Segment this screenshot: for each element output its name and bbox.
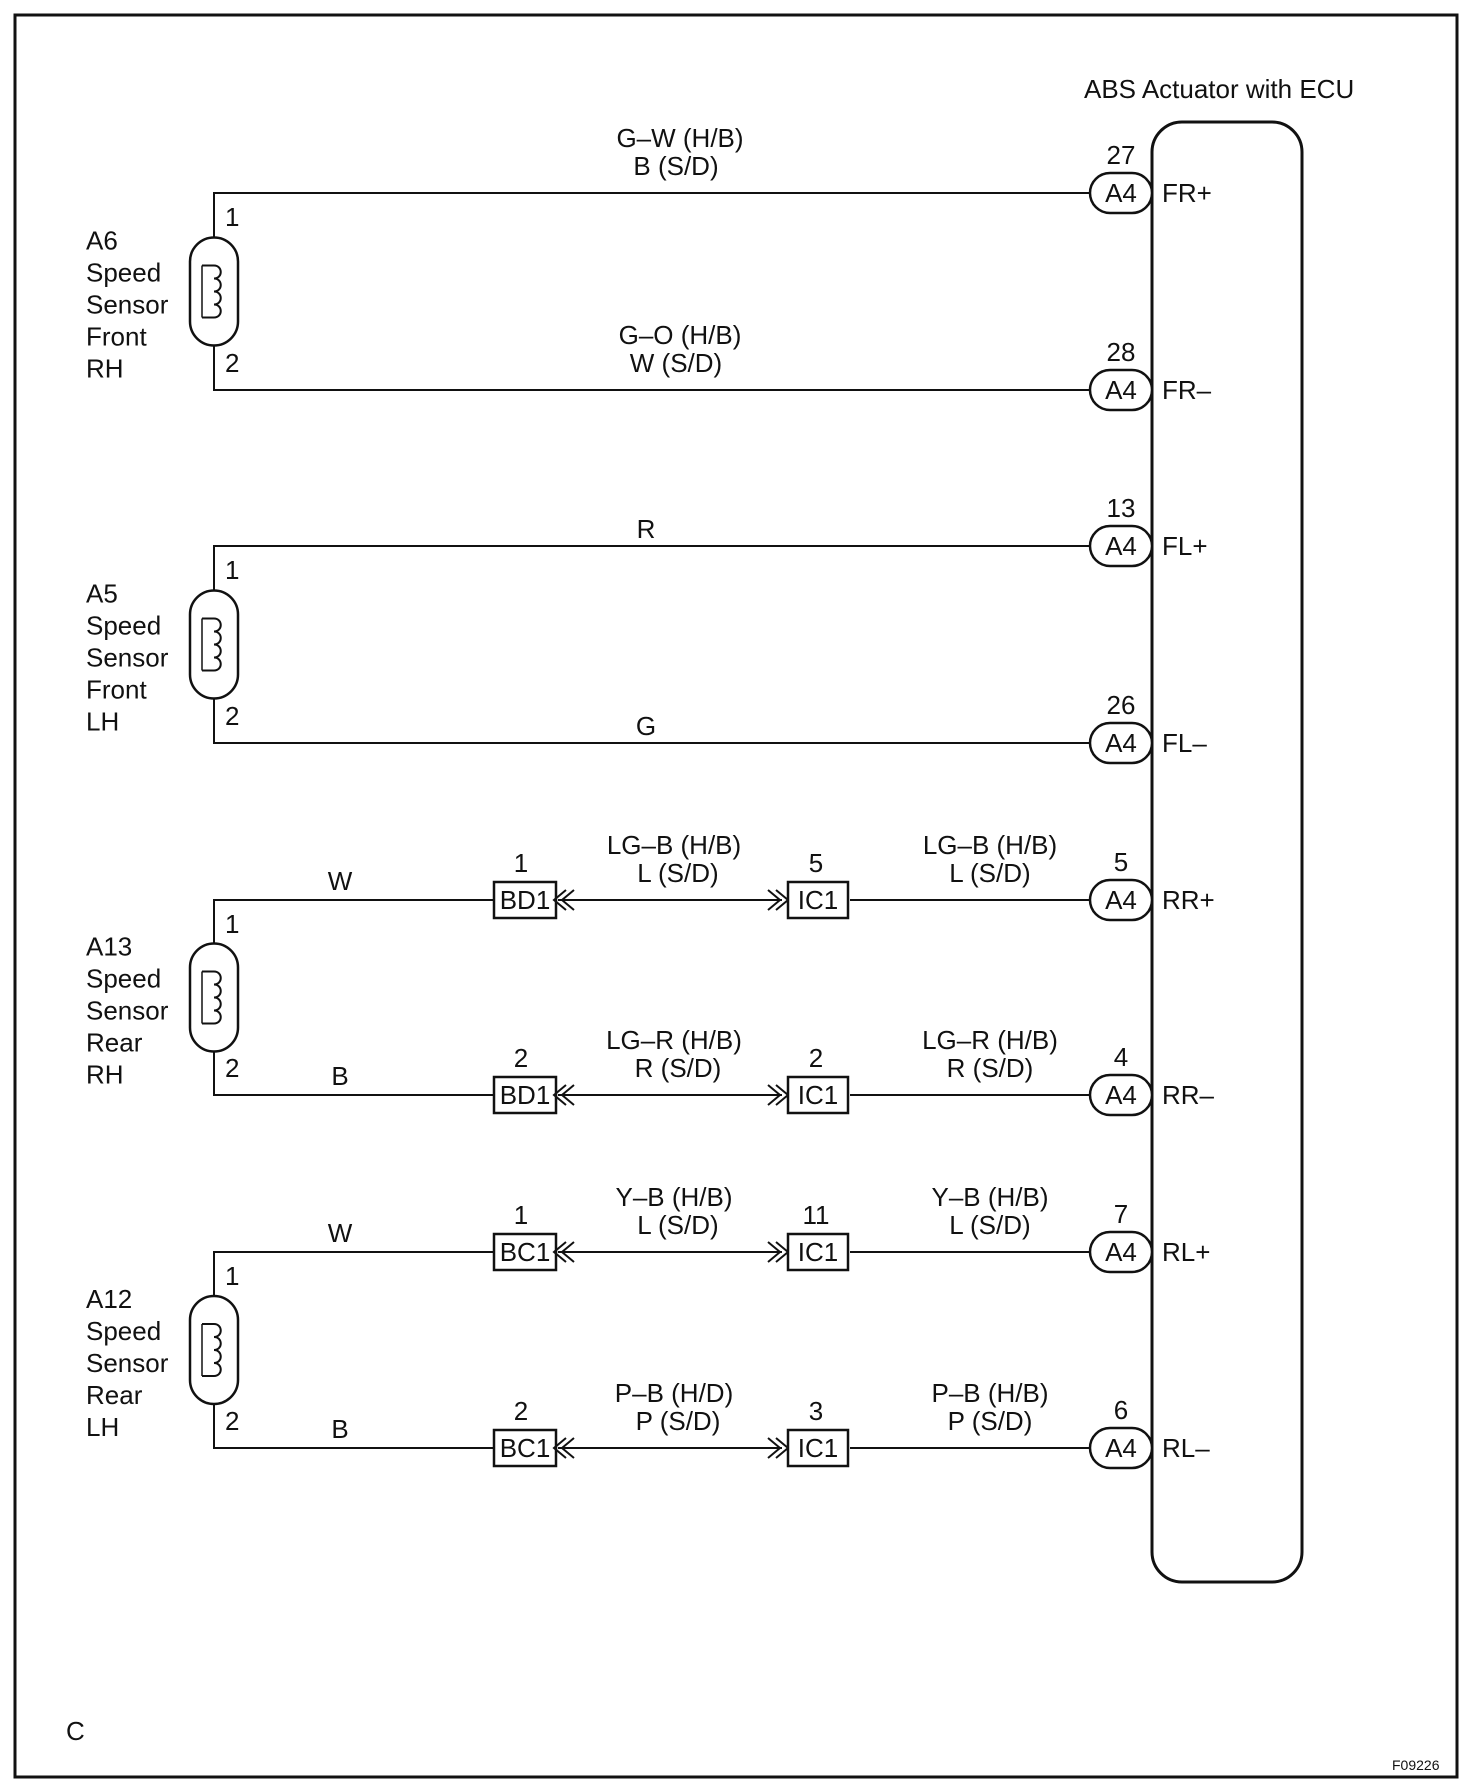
ecu-connector-label: A4	[1105, 375, 1137, 405]
ecu-pin-number: 28	[1106, 337, 1136, 367]
wire-color-label: L (S/D)	[949, 858, 1031, 888]
wire-color-label: G	[635, 711, 657, 741]
speed-sensor	[190, 591, 238, 699]
wire-color-label: P (S/D)	[947, 1406, 1033, 1436]
wire-color-label: Y–B (H/B)	[615, 1182, 733, 1212]
footer-left-label: C	[66, 1716, 85, 1746]
ecu-connector-label: A4	[1105, 1433, 1137, 1463]
junction-connector-pin: 2	[513, 1396, 529, 1426]
ecu-connector-label: A4	[1105, 1080, 1137, 1110]
ecu-connector-label: A4	[1105, 728, 1137, 758]
sensor-pin-1: 1	[225, 555, 240, 585]
ecu-pin-name: FL–	[1162, 728, 1207, 758]
junction-connector-label: IC1	[797, 1433, 839, 1463]
wire-color-label: R	[636, 514, 656, 544]
sensor-pin-2: 2	[225, 701, 240, 731]
ecu-pin-name: RL–	[1162, 1433, 1210, 1463]
wire-color-label: W (S/D)	[629, 348, 723, 378]
sensor-label-line: A13	[86, 931, 133, 962]
wire-color-label: B	[331, 1061, 349, 1091]
junction-connector-label: IC1	[797, 885, 839, 915]
ecu-connector-label: A4	[1105, 178, 1137, 208]
wire-color-label: L (S/D)	[637, 1210, 719, 1240]
sensor-label-line: A6	[86, 225, 118, 256]
wire-color-label: G–O (H/B)	[618, 320, 742, 350]
ecu-body	[1152, 122, 1302, 1582]
wire-color-label: W	[327, 1218, 353, 1248]
ecu-pin-number: 27	[1106, 140, 1136, 170]
wire-color-label: Y–B (H/B)	[931, 1182, 1049, 1212]
sensor-label-line: RH	[86, 353, 124, 384]
wire-color-label: R (S/D)	[634, 1053, 722, 1083]
junction-connector-pin: 2	[513, 1043, 529, 1073]
ecu-pin-name: RR+	[1162, 885, 1215, 915]
sensor-label-line: Sensor	[86, 1348, 169, 1378]
rear-wiring	[214, 900, 1092, 1448]
junction-connector-pin: 2	[808, 1043, 824, 1073]
speed-sensor	[190, 238, 238, 346]
sensor-label-line: Speed	[86, 1316, 162, 1346]
wire-color-label: P–B (H/B)	[931, 1378, 1049, 1408]
diagram-content	[86, 123, 1215, 1468]
junction-connector-pin: 1	[513, 1200, 529, 1230]
wire-color-label: R (S/D)	[946, 1053, 1034, 1083]
wire-color-label: LG–B (H/B)	[606, 830, 742, 860]
ecu-title: ABS Actuator with ECU	[1084, 74, 1355, 104]
sensor-label-line: A12	[86, 1284, 133, 1314]
sensor-pin-2: 2	[225, 1406, 240, 1436]
sensor-label-line: RH	[86, 1059, 124, 1090]
junction-connector-label: BD1	[499, 885, 551, 915]
sensor-label-line: Sensor	[86, 995, 169, 1026]
sensor-label-line: Speed	[86, 610, 162, 641]
ecu-pin-number: 13	[1106, 493, 1136, 523]
ecu-connector-label: A4	[1105, 885, 1137, 915]
sensor-label-line: Rear	[86, 1027, 143, 1058]
junction-connector-label: IC1	[797, 1237, 839, 1267]
ecu-pin-number: 6	[1113, 1395, 1129, 1425]
junction-connector-label: BD1	[499, 1080, 551, 1110]
ecu-pin-number: 7	[1113, 1199, 1129, 1229]
sensor-pin-1: 1	[225, 202, 240, 232]
ecu-pin-name: RR–	[1162, 1080, 1215, 1110]
junction-connector-label: BC1	[499, 1237, 551, 1267]
wire-color-label: W	[327, 866, 353, 896]
sensor-label-line: Sensor	[86, 642, 169, 673]
speed-sensor	[190, 944, 238, 1052]
front-wiring	[214, 193, 1092, 743]
ecu-pin-number: 5	[1113, 847, 1129, 877]
sensor-label-line: Front	[86, 321, 147, 352]
ecu-pin-name: RL+	[1162, 1237, 1211, 1267]
sensor-label-line: Rear	[86, 1380, 143, 1410]
sensor-pin-2: 2	[225, 1053, 240, 1083]
sensor-label-line: LH	[86, 706, 120, 737]
junction-connector-pin: 5	[808, 848, 824, 878]
ecu-pin-name: FR–	[1162, 375, 1212, 405]
wire-color-label: L (S/D)	[637, 858, 719, 888]
figure-id: F09226	[1392, 1757, 1440, 1773]
junction-connector-pin: 11	[802, 1200, 830, 1230]
wire-color-label: LG–B (H/B)	[922, 830, 1058, 860]
ecu-connector-label: A4	[1105, 1237, 1137, 1267]
speed-sensor	[190, 1296, 238, 1404]
sensor-pin-1: 1	[225, 1261, 240, 1291]
wire-color-label: G–W (H/B)	[616, 123, 744, 153]
junction-connector-pin: 1	[513, 848, 529, 878]
wire-color-label: P (S/D)	[635, 1406, 721, 1436]
wire-color-label: LG–R (H/B)	[606, 1025, 742, 1055]
sensor-label-line: LH	[86, 1412, 120, 1442]
sensor-label-line: Speed	[86, 257, 162, 288]
wire-color-label: B	[331, 1414, 349, 1444]
ecu-connector-label: A4	[1105, 531, 1137, 561]
wire-color-label: LG–R (H/B)	[922, 1025, 1058, 1055]
sensor-pin-1: 1	[225, 909, 240, 939]
ecu-pin-name: FL+	[1162, 531, 1208, 561]
ecu-pin-name: FR+	[1162, 178, 1212, 208]
sensor-label-line: Speed	[86, 963, 162, 994]
sensor-label-line: Sensor	[86, 289, 169, 320]
ecu-pin-number: 4	[1113, 1042, 1129, 1072]
sensor-label-line: Front	[86, 674, 147, 705]
junction-connector-pin: 3	[808, 1396, 824, 1426]
ecu-pin-number: 26	[1106, 690, 1136, 720]
wire-color-label: B (S/D)	[633, 151, 719, 181]
wire-color-label: P–B (H/D)	[614, 1378, 734, 1408]
sensor-label-line: A5	[86, 578, 118, 609]
wire-color-label: L (S/D)	[949, 1210, 1031, 1240]
junction-connector-label: BC1	[499, 1433, 551, 1463]
junction-connector-label: IC1	[797, 1080, 839, 1110]
sensor-pin-2: 2	[225, 348, 240, 378]
